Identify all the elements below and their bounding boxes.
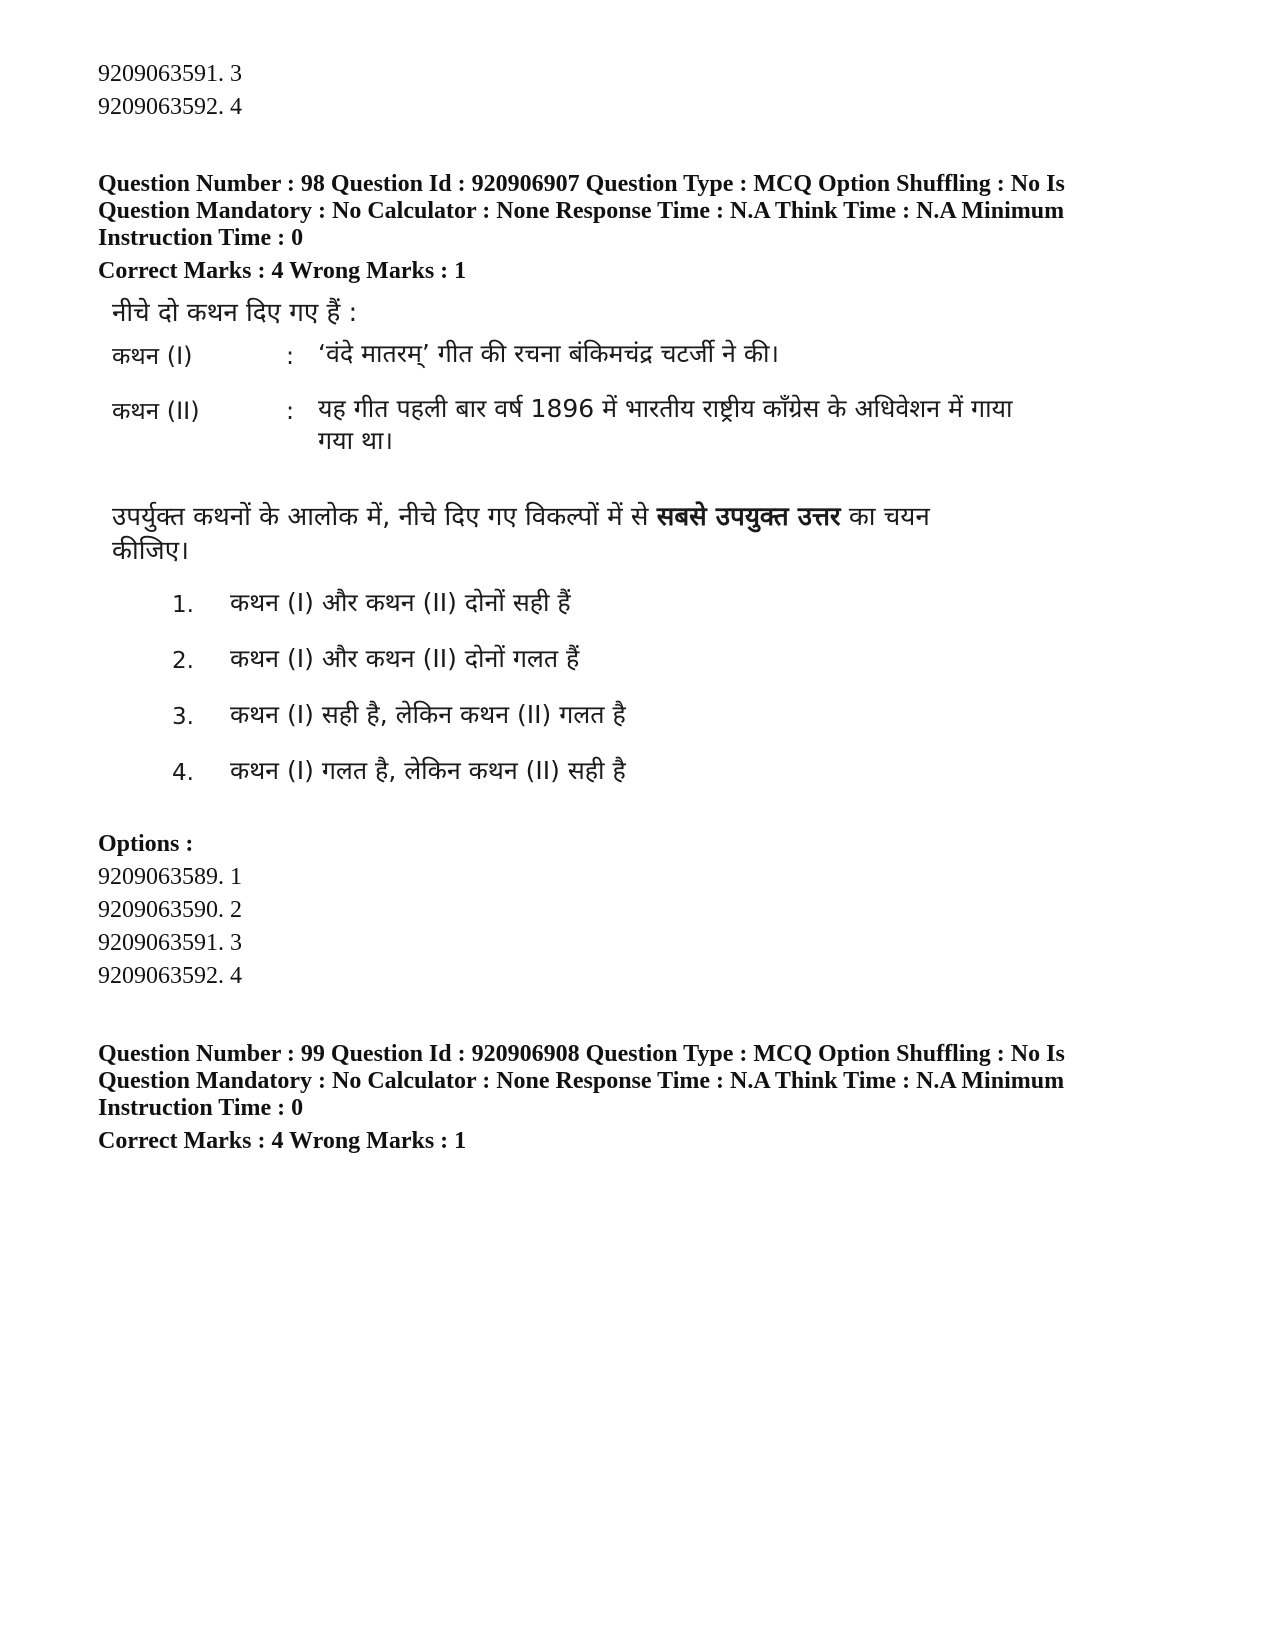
option-line: 9209063589. 1 <box>98 864 242 890</box>
marks-line: Correct Marks : 4 Wrong Marks : 1 <box>98 258 467 284</box>
choice-text: कथन (I) और कथन (II) दोनों सही हैं <box>230 588 571 617</box>
option-line: 9209063592. 4 <box>98 94 242 120</box>
instruction-text: उपर्युक्त कथनों के आलोक में, नीचे दिए गए विकल्पों में से <box>112 502 657 532</box>
choice-text: कथन (I) और कथन (II) दोनों गलत हैं <box>230 644 580 673</box>
statement-colon: : <box>286 397 295 425</box>
statement-colon: : <box>286 342 295 370</box>
choice-number: 1. <box>172 592 194 618</box>
choice-text: कथन (I) सही है, लेकिन कथन (II) गलत है <box>230 700 626 729</box>
statement-label: कथन (II) <box>112 397 200 425</box>
option-line: 9209063591. 3 <box>98 61 242 87</box>
choice-number: 3. <box>172 704 194 730</box>
marks-line: Correct Marks : 4 Wrong Marks : 1 <box>98 1128 467 1154</box>
instruction-emphasis: सबसे उपयुक्त उत्तर <box>656 502 841 532</box>
instruction-text: का चयन कीजिए। <box>112 502 930 566</box>
option-line: 9209063591. 3 <box>98 930 242 956</box>
question-meta-line: Question Number : 98 Question Id : 920906907 Question Type : MCQ Option Shuffling : No Is <box>98 171 1065 197</box>
option-line: 9209063590. 2 <box>98 897 242 923</box>
question-meta-line: Question Mandatory : No Calculator : None Response Time : N.A Think Time : N.A Minimum <box>98 198 1065 224</box>
question-meta-line: Instruction Time : 0 <box>98 1095 304 1121</box>
option-line: 9209063592. 4 <box>98 963 242 989</box>
question-meta-line: Question Number : 99 Question Id : 920906908 Question Type : MCQ Option Shuffling : No Is <box>98 1041 1065 1067</box>
question-meta-line: Instruction Time : 0 <box>98 225 304 251</box>
question-intro: नीचे दो कथन दिए गए हैं : <box>112 298 358 328</box>
statement-label: कथन (I) <box>112 342 193 370</box>
question-meta-line: Question Mandatory : No Calculator : None Response Time : N.A Think Time : N.A Minimum <box>98 1068 1065 1094</box>
statement-text: ‘वंदे मातरम्’ गीत की रचना बंकिमचंद्र चटर्जी ने की। <box>318 339 779 368</box>
choice-number: 4. <box>172 760 194 786</box>
question-instruction <box>112 500 1012 568</box>
choice-text: कथन (I) गलत है, लेकिन कथन (II) सही है <box>230 756 626 785</box>
options-label: Options : <box>98 831 194 857</box>
choice-number: 2. <box>172 648 194 674</box>
statement-text: यह गीत पहली बार वर्ष 1896 में भारतीय राष्ट्रीय काँग्रेस के अधिवेशन में गाया गया था। <box>318 394 1013 455</box>
